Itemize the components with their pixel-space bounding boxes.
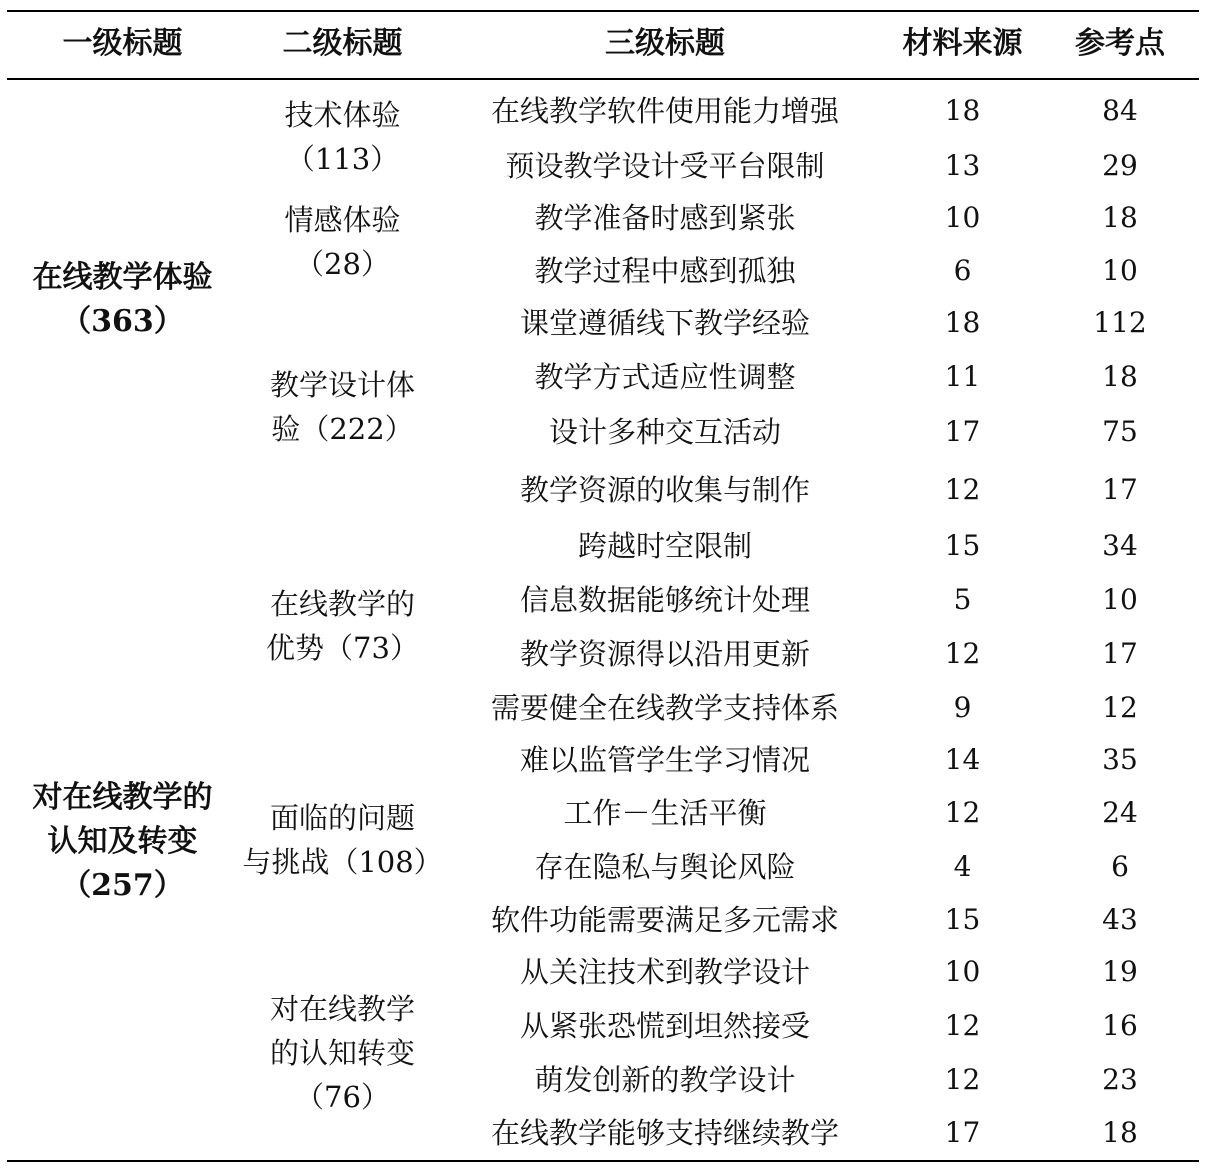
level2-line: 教学设计体 [269,368,415,402]
row-topic: 从关注技术到教学设计 [519,955,810,989]
row-reference-points: 112 [1093,306,1147,339]
level2-line: 技术体验 [284,98,401,132]
table-row [0,470,1205,524]
row-source-count: 6 [953,254,972,287]
table-row [0,1006,1205,1060]
row-source-count: 18 [944,306,981,339]
header-level3: 三级标题 [605,26,725,61]
row-topic: 信息数据能够统计处理 [519,583,810,617]
table-row [0,688,1205,742]
header-level2: 二级标题 [282,26,403,61]
table-row [0,526,1205,580]
row-reference-points: 34 [1102,529,1138,562]
row-source-count: 12 [944,796,981,829]
row-reference-points: 43 [1102,903,1138,936]
row-topic: 存在隐私与舆论风险 [534,850,796,884]
row-source-count: 5 [953,583,972,616]
level2-line: 验（222） [271,412,414,446]
row-source-count: 13 [944,149,981,182]
level1-line: 对在线教学的 [32,780,213,815]
row-topic: 课堂遵循线下教学经验 [519,306,810,340]
row-source-count: 10 [944,201,981,234]
row-topic: 在线教学能够支持继续教学 [490,1116,839,1150]
row-reference-points: 12 [1102,691,1138,724]
row-topic: 设计多种交互活动 [548,415,781,449]
row-topic: 教学资源的收集与制作 [519,473,810,507]
level2-line: （113） [285,142,400,176]
row-topic: 教学准备时感到紧张 [534,201,796,235]
level1-line: （257） [61,868,184,903]
row-source-count: 9 [953,691,972,724]
row-source-count: 12 [944,1009,981,1042]
row-reference-points: 24 [1102,796,1138,829]
table-row [0,580,1205,634]
level1-line: （363） [61,304,184,339]
row-topic: 需要健全在线教学支持体系 [490,691,839,725]
table-row [0,91,1205,145]
table-row [0,634,1205,688]
level1-line: 认知及转变 [47,824,198,859]
row-reference-points: 84 [1102,94,1138,127]
table-row [0,251,1205,305]
row-reference-points: 18 [1102,1116,1138,1149]
row-source-count: 17 [944,1116,981,1149]
table-row [0,793,1205,847]
row-reference-points: 10 [1102,254,1138,287]
row-source-count: 12 [944,637,981,670]
row-reference-points: 17 [1102,473,1138,506]
level2-line: 优势（73） [266,631,419,665]
row-topic: 工作－生活平衡 [563,796,767,830]
level1-line: 在线教学体验 [32,260,213,295]
row-reference-points: 18 [1102,360,1138,393]
row-topic: 跨越时空限制 [577,529,752,563]
table-row [0,740,1205,794]
row-topic: 从紧张恐慌到坦然接受 [519,1009,810,1043]
row-reference-points: 16 [1102,1009,1138,1042]
row-reference-points: 6 [1111,850,1129,883]
level2-line: 面临的问题 [269,801,415,835]
table-row [0,952,1205,1006]
row-topic: 教学过程中感到孤独 [534,254,796,288]
row-reference-points: 23 [1102,1063,1138,1096]
row-source-count: 11 [944,360,981,393]
row-reference-points: 29 [1102,149,1138,182]
level2-line: 情感体验 [284,203,401,237]
row-topic: 萌发创新的教学设计 [534,1063,796,1097]
table-row [0,303,1205,357]
row-source-count: 15 [944,903,981,936]
header-source: 材料来源 [902,26,1023,61]
row-topic: 教学方式适应性调整 [534,360,796,394]
header-bottom-rule [7,78,1199,80]
table-row [0,900,1205,954]
row-reference-points: 17 [1102,637,1138,670]
row-reference-points: 75 [1102,415,1138,448]
table-row [0,412,1205,466]
row-topic: 难以监管学生学习情况 [519,743,810,777]
row-source-count: 12 [944,473,981,506]
level2-line: （76） [295,1080,390,1114]
level2-line: 的认知转变 [269,1036,415,1070]
table-row [0,847,1205,901]
row-source-count: 17 [944,415,981,448]
row-reference-points: 10 [1102,583,1138,616]
row-source-count: 10 [944,955,981,988]
level2-line: 对在线教学 [269,992,415,1026]
row-source-count: 18 [944,94,981,127]
row-reference-points: 35 [1102,743,1138,776]
level2-line: 在线教学的 [269,587,415,621]
level2-line: （28） [295,247,390,281]
row-reference-points: 18 [1102,201,1138,234]
table-row [0,1113,1205,1167]
level2-line: 与挑战（108） [242,845,443,879]
row-source-count: 14 [944,743,981,776]
row-topic: 教学资源得以沿用更新 [519,637,810,671]
table-row [0,1060,1205,1114]
header-refs: 参考点 [1075,26,1165,61]
table-top-rule [7,10,1199,12]
row-topic: 软件功能需要满足多元需求 [490,903,839,937]
table-row [0,146,1205,200]
row-topic: 预设教学设计受平台限制 [505,149,825,183]
row-topic: 在线教学软件使用能力增强 [490,94,839,128]
table-row [0,357,1205,411]
row-source-count: 4 [953,850,972,883]
row-source-count: 12 [944,1063,981,1096]
header-level1: 一级标题 [62,26,183,61]
table-row [0,198,1205,252]
row-source-count: 15 [944,529,981,562]
row-reference-points: 19 [1102,955,1138,988]
